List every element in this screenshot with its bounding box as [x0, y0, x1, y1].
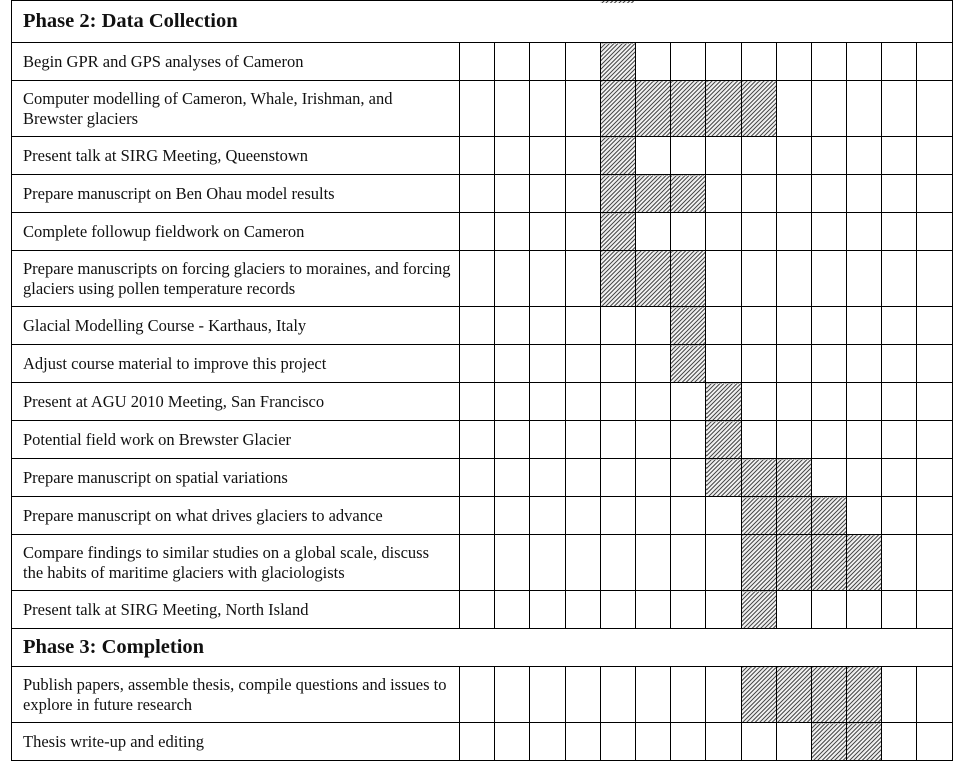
timeline-cell	[847, 421, 882, 459]
timeline-cell	[495, 175, 530, 213]
timeline-cell	[565, 175, 600, 213]
task-label: Present talk at SIRG Meeting, North Island	[12, 591, 460, 629]
timeline-cell	[600, 345, 635, 383]
timeline-cell	[460, 421, 495, 459]
timeline-cell	[882, 345, 917, 383]
timeline-cell	[776, 591, 811, 629]
timeline-cell	[565, 307, 600, 345]
timeline-cell	[495, 251, 530, 307]
timeline-cell	[600, 667, 635, 723]
task-row	[12, 345, 953, 383]
task-row	[12, 497, 953, 535]
task-label: Prepare manuscript on spatial variations	[12, 459, 460, 497]
phase-title: Phase 2: Data Collection	[12, 1, 953, 43]
task-label: Compare findings to similar studies on a global scale, discuss the habits of maritime glaciers with glaciologists	[12, 535, 460, 591]
timeline-cell	[635, 345, 670, 383]
timeline-cell	[882, 81, 917, 137]
timeline-cell	[917, 175, 952, 213]
timeline-cell	[565, 137, 600, 175]
timeline-cell	[811, 421, 846, 459]
timeline-cell	[495, 459, 530, 497]
timeline-cell-active	[600, 43, 635, 81]
timeline-cell	[776, 137, 811, 175]
task-row	[12, 137, 953, 175]
timeline-cell	[917, 345, 952, 383]
timeline-cell	[530, 175, 565, 213]
timeline-cell-active	[741, 591, 776, 629]
task-label: Present talk at SIRG Meeting, Queenstown	[12, 137, 460, 175]
timeline-cell-active	[776, 535, 811, 591]
task-label: Prepare manuscript on Ben Ohau model results	[12, 175, 460, 213]
timeline-cell	[741, 345, 776, 383]
timeline-cell	[776, 175, 811, 213]
timeline-cell	[495, 535, 530, 591]
timeline-cell	[847, 43, 882, 81]
timeline-cell	[635, 459, 670, 497]
timeline-cell-active	[671, 345, 706, 383]
timeline-cell	[495, 497, 530, 535]
gantt-table	[11, 0, 953, 761]
timeline-cell	[600, 535, 635, 591]
timeline-cell-active	[635, 251, 670, 307]
timeline-cell	[495, 345, 530, 383]
timeline-cell	[635, 137, 670, 175]
timeline-cell	[882, 43, 917, 81]
timeline-cell	[917, 591, 952, 629]
timeline-cell	[530, 137, 565, 175]
task-row	[12, 383, 953, 421]
task-row	[12, 723, 953, 761]
timeline-cell	[882, 723, 917, 761]
timeline-cell	[706, 251, 741, 307]
timeline-cell	[706, 307, 741, 345]
timeline-cell-active	[635, 175, 670, 213]
timeline-cell	[600, 459, 635, 497]
task-row	[12, 421, 953, 459]
timeline-cell-active	[811, 723, 846, 761]
timeline-cell	[917, 137, 952, 175]
timeline-cell	[530, 307, 565, 345]
timeline-cell-active	[741, 497, 776, 535]
timeline-cell	[847, 81, 882, 137]
timeline-cell	[776, 81, 811, 137]
timeline-cell	[671, 535, 706, 591]
timeline-cell	[530, 723, 565, 761]
timeline-cell	[811, 459, 846, 497]
timeline-cell-active	[706, 383, 741, 421]
timeline-cell-active	[600, 81, 635, 137]
timeline-cell	[776, 213, 811, 251]
timeline-cell	[811, 213, 846, 251]
timeline-cell	[882, 535, 917, 591]
timeline-cell	[847, 213, 882, 251]
timeline-cell-active	[600, 213, 635, 251]
timeline-cell	[600, 723, 635, 761]
task-label: Begin GPR and GPS analyses of Cameron	[12, 43, 460, 81]
timeline-cell-active	[847, 667, 882, 723]
timeline-cell	[847, 591, 882, 629]
timeline-cell	[530, 213, 565, 251]
timeline-cell	[460, 137, 495, 175]
timeline-cell	[917, 251, 952, 307]
timeline-cell-active	[671, 81, 706, 137]
gantt-body	[12, 1, 953, 761]
timeline-cell	[671, 459, 706, 497]
timeline-cell	[741, 213, 776, 251]
timeline-cell	[741, 251, 776, 307]
timeline-cell	[600, 497, 635, 535]
timeline-cell	[635, 307, 670, 345]
timeline-cell	[635, 591, 670, 629]
timeline-cell	[460, 213, 495, 251]
timeline-cell	[882, 251, 917, 307]
task-label: Adjust course material to improve this project	[12, 345, 460, 383]
timeline-cell	[741, 43, 776, 81]
timeline-cell	[635, 535, 670, 591]
task-row	[12, 459, 953, 497]
timeline-cell-active	[741, 667, 776, 723]
timeline-cell	[882, 459, 917, 497]
task-row	[12, 535, 953, 591]
timeline-cell	[706, 591, 741, 629]
timeline-cell	[565, 667, 600, 723]
timeline-cell	[706, 497, 741, 535]
timeline-cell	[706, 535, 741, 591]
timeline-cell	[671, 667, 706, 723]
timeline-cell	[741, 421, 776, 459]
timeline-cell	[776, 307, 811, 345]
timeline-cell	[635, 421, 670, 459]
timeline-cell	[530, 535, 565, 591]
timeline-cell	[530, 81, 565, 137]
timeline-cell	[460, 345, 495, 383]
timeline-cell-active	[706, 421, 741, 459]
timeline-cell	[706, 175, 741, 213]
timeline-cell-active	[600, 251, 635, 307]
task-row	[12, 591, 953, 629]
timeline-cell	[671, 591, 706, 629]
timeline-cell-active	[600, 175, 635, 213]
timeline-cell	[460, 251, 495, 307]
task-label: Prepare manuscript on what drives glaciers to advance	[12, 497, 460, 535]
timeline-cell	[635, 497, 670, 535]
timeline-cell	[917, 535, 952, 591]
timeline-cell	[530, 345, 565, 383]
timeline-cell	[460, 383, 495, 421]
timeline-cell-active	[671, 307, 706, 345]
timeline-cell	[530, 459, 565, 497]
timeline-cell	[460, 81, 495, 137]
task-label: Computer modelling of Cameron, Whale, Irishman, and Brewster glaciers	[12, 81, 460, 137]
timeline-cell	[495, 307, 530, 345]
timeline-cell	[917, 213, 952, 251]
timeline-cell	[811, 137, 846, 175]
timeline-cell	[741, 723, 776, 761]
timeline-cell-active	[671, 175, 706, 213]
timeline-cell	[882, 497, 917, 535]
timeline-cell	[882, 307, 917, 345]
timeline-cell	[882, 137, 917, 175]
timeline-cell	[671, 421, 706, 459]
timeline-cell	[847, 307, 882, 345]
timeline-cell	[847, 459, 882, 497]
timeline-cell	[741, 137, 776, 175]
timeline-cell	[495, 213, 530, 251]
timeline-cell	[460, 175, 495, 213]
timeline-cell	[917, 383, 952, 421]
timeline-cell	[847, 383, 882, 421]
timeline-cell	[917, 81, 952, 137]
phase-header-row	[12, 1, 953, 43]
timeline-cell	[530, 591, 565, 629]
timeline-cell	[917, 459, 952, 497]
timeline-cell	[565, 591, 600, 629]
timeline-cell	[811, 175, 846, 213]
timeline-cell	[776, 43, 811, 81]
timeline-cell-active	[741, 535, 776, 591]
timeline-cell	[706, 213, 741, 251]
timeline-cell	[565, 43, 600, 81]
timeline-cell	[671, 383, 706, 421]
timeline-cell	[460, 591, 495, 629]
timeline-cell	[706, 345, 741, 383]
timeline-cell	[776, 723, 811, 761]
timeline-cell	[495, 723, 530, 761]
timeline-cell-active	[741, 81, 776, 137]
task-label: Glacial Modelling Course - Karthaus, Italy	[12, 307, 460, 345]
timeline-cell	[706, 723, 741, 761]
timeline-cell-active	[847, 535, 882, 591]
timeline-cell	[460, 43, 495, 81]
timeline-cell	[706, 43, 741, 81]
timeline-cell	[671, 137, 706, 175]
timeline-cell	[460, 667, 495, 723]
timeline-cell	[565, 213, 600, 251]
timeline-cell-active	[847, 723, 882, 761]
timeline-cell	[495, 383, 530, 421]
timeline-cell-active	[811, 535, 846, 591]
timeline-cell	[460, 497, 495, 535]
timeline-cell	[530, 43, 565, 81]
timeline-cell	[847, 175, 882, 213]
timeline-cell	[460, 723, 495, 761]
timeline-cell	[565, 345, 600, 383]
task-label: Potential field work on Brewster Glacier	[12, 421, 460, 459]
timeline-cell	[776, 251, 811, 307]
timeline-cell-active	[811, 497, 846, 535]
timeline-cell	[882, 667, 917, 723]
timeline-cell	[847, 497, 882, 535]
task-label: Prepare manuscripts on forcing glaciers to moraines, and forcing glaciers using pollen temperature records	[12, 251, 460, 307]
timeline-cell	[565, 81, 600, 137]
timeline-cell	[565, 723, 600, 761]
timeline-cell-active	[776, 497, 811, 535]
timeline-cell	[741, 383, 776, 421]
task-label: Present at AGU 2010 Meeting, San Francisco	[12, 383, 460, 421]
timeline-cell	[741, 307, 776, 345]
task-row	[12, 667, 953, 723]
timeline-cell	[671, 497, 706, 535]
timeline-cell	[565, 251, 600, 307]
timeline-cell	[882, 383, 917, 421]
timeline-cell	[917, 43, 952, 81]
timeline-cell-active	[811, 667, 846, 723]
timeline-cell	[776, 421, 811, 459]
timeline-cell	[530, 497, 565, 535]
timeline-cell	[565, 421, 600, 459]
timeline-cell	[635, 213, 670, 251]
timeline-cell	[882, 213, 917, 251]
timeline-cell	[460, 307, 495, 345]
timeline-cell	[776, 383, 811, 421]
timeline-cell	[460, 459, 495, 497]
timeline-cell	[882, 421, 917, 459]
task-label: Thesis write-up and editing	[12, 723, 460, 761]
timeline-cell	[495, 43, 530, 81]
timeline-cell	[530, 421, 565, 459]
timeline-cell	[917, 667, 952, 723]
timeline-cell	[495, 81, 530, 137]
timeline-cell	[565, 459, 600, 497]
timeline-cell	[811, 307, 846, 345]
timeline-cell	[565, 535, 600, 591]
timeline-cell	[706, 137, 741, 175]
timeline-cell	[847, 345, 882, 383]
timeline-cell-active	[706, 459, 741, 497]
timeline-cell	[811, 43, 846, 81]
timeline-cell	[495, 667, 530, 723]
task-row	[12, 175, 953, 213]
timeline-cell	[530, 667, 565, 723]
timeline-cell-active	[776, 459, 811, 497]
timeline-cell	[706, 667, 741, 723]
timeline-cell	[811, 591, 846, 629]
timeline-cell-active	[776, 667, 811, 723]
timeline-cell	[882, 591, 917, 629]
timeline-cell	[811, 383, 846, 421]
timeline-cell	[635, 43, 670, 81]
timeline-cell-active	[600, 137, 635, 175]
phase-title: Phase 3: Completion	[12, 629, 953, 667]
timeline-cell	[811, 345, 846, 383]
timeline-cell	[847, 251, 882, 307]
phase-header-row	[12, 629, 953, 667]
task-row	[12, 251, 953, 307]
timeline-cell	[565, 497, 600, 535]
timeline-cell	[917, 421, 952, 459]
timeline-cell	[495, 591, 530, 629]
timeline-cell	[671, 723, 706, 761]
timeline-cell-active	[706, 81, 741, 137]
timeline-cell	[460, 535, 495, 591]
timeline-cell	[776, 345, 811, 383]
task-label: Publish papers, assemble thesis, compile questions and issues to explore in future research	[12, 667, 460, 723]
timeline-cell-active	[741, 459, 776, 497]
timeline-cell-active	[671, 251, 706, 307]
timeline-cell	[671, 213, 706, 251]
timeline-cell	[811, 251, 846, 307]
timeline-cell	[600, 307, 635, 345]
task-row	[12, 81, 953, 137]
timeline-cell	[600, 421, 635, 459]
timeline-cell	[917, 497, 952, 535]
timeline-cell	[847, 137, 882, 175]
timeline-cell	[882, 175, 917, 213]
task-row	[12, 43, 953, 81]
timeline-cell	[671, 43, 706, 81]
timeline-cell	[600, 383, 635, 421]
timeline-cell	[811, 81, 846, 137]
timeline-cell	[635, 383, 670, 421]
task-row	[12, 307, 953, 345]
timeline-cell	[635, 723, 670, 761]
timeline-cell	[530, 251, 565, 307]
timeline-cell-active	[635, 81, 670, 137]
timeline-cell	[741, 175, 776, 213]
timeline-cell	[917, 307, 952, 345]
task-row	[12, 213, 953, 251]
timeline-cell	[565, 383, 600, 421]
timeline-cell	[495, 421, 530, 459]
task-label: Complete followup fieldwork on Cameron	[12, 213, 460, 251]
timeline-cell	[600, 591, 635, 629]
timeline-cell	[635, 667, 670, 723]
timeline-cell	[917, 723, 952, 761]
timeline-cell	[530, 383, 565, 421]
timeline-cell	[495, 137, 530, 175]
